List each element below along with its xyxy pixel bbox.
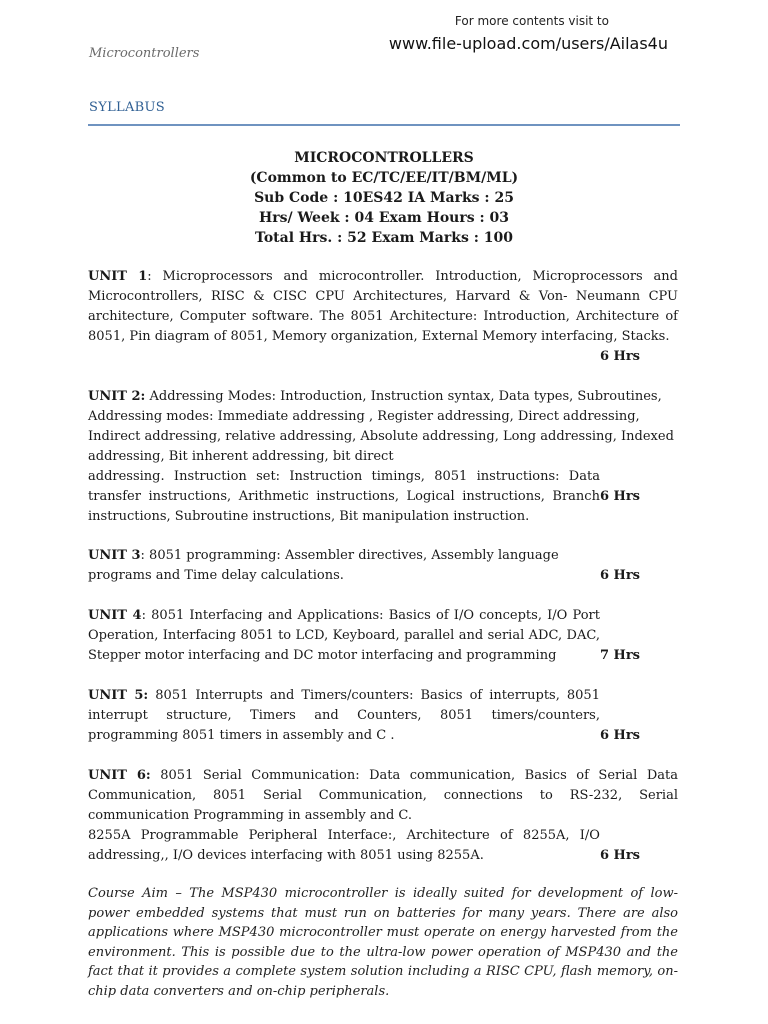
unit-hours: 6 Hrs bbox=[599, 568, 640, 583]
unit-label: UNIT 6: bbox=[88, 768, 151, 783]
unit-text: 8051 Serial Communication: Data communication, Basics of Serial Data Communication, 8051 Serial Communication, connections to RS-232, Serial communication Programming in assembly and C. bbox=[88, 768, 678, 823]
unit-1 bbox=[88, 267, 678, 367]
hrs-week: Hrs/ Week : 04 Exam Hours : 03 bbox=[258, 210, 510, 226]
unit-text: Addressing Modes: Introduction, Instruction syntax, Data types, Subroutines, Addressing modes: Immediate addressing , Register addressing, Direct addressing, Indirect addressing, relative addressing, Absolute addressing, Long addressing, Indexed addressing, Bit inherent addressing, bit direct bbox=[88, 389, 674, 464]
heading-rule bbox=[88, 124, 680, 126]
unit-label: UNIT 3 bbox=[88, 548, 141, 563]
unit-text-continued: 8255A Programmable Peripheral Interface:, Architecture of 8255A, I/O addressing,, I/O devices interfacing with 8051 using 8255A. bbox=[88, 828, 600, 863]
unit-label: UNIT 4 bbox=[88, 608, 142, 623]
unit-text-continued: addressing. Instruction set: Instruction timings, 8051 instructions: Data transfer instructions, Arithmetic instructions, Logical instructions, Branch instructions, Subroutine instructions, Bit manipulation instruction. bbox=[88, 469, 600, 524]
unit-text: : 8051 programming: Assembler directives, Assembly language programs and Time delay calculations. bbox=[88, 548, 559, 583]
sub-code: Sub Code : 10ES42 IA Marks : 25 bbox=[254, 190, 514, 206]
unit-3 bbox=[88, 546, 678, 586]
unit-4 bbox=[88, 606, 678, 666]
running-header: Microcontrollers bbox=[89, 46, 200, 61]
course-title: MICROCONTROLLERS bbox=[294, 150, 474, 166]
unit-hours: 6 Hrs bbox=[599, 349, 640, 364]
unit-text: 8051 Interrupts and Timers/counters: Basics of interrupts, 8051 interrupt structure, Timers and Counters, 8051 timers/counters, programming 8051 timers in assembly and C . bbox=[88, 688, 600, 743]
course-aim: Course Aim – The MSP430 microcontroller is ideally suited for development of low-power embedded systems that must run on batteries for many years. There are also applications where MSP430 microcontroller must operate on energy harvested from the environment. This is possible due to the ultra-low power operation of MSP430 and the fact that it provides a complete system solution including a RISC CPU, flash memory, on-chip data converters and on-chip peripherals. bbox=[88, 886, 678, 999]
watermark bbox=[389, 14, 668, 53]
unit-6 bbox=[88, 766, 678, 866]
unit-label: UNIT 1 bbox=[88, 269, 148, 284]
section-heading: SYLLABUS bbox=[89, 100, 165, 115]
unit-2 bbox=[88, 387, 678, 527]
watermark-url: www.file-upload.com/users/Ailas4u bbox=[388, 34, 668, 53]
unit-hours: 6 Hrs bbox=[599, 728, 640, 743]
unit-hours: 6 Hrs bbox=[599, 848, 640, 863]
common-to: (Common to EC/TC/EE/IT/BM/ML) bbox=[249, 170, 519, 186]
watermark-line-1: For more contents visit to bbox=[454, 14, 609, 28]
unit-hours: 6 Hrs bbox=[599, 489, 640, 504]
unit-5 bbox=[88, 686, 678, 746]
unit-label: UNIT 5: bbox=[88, 688, 149, 703]
unit-text: : Microprocessors and microcontroller. Introduction, Microprocessors and Microcontrollers, RISC & CISC CPU Architectures, Harvard & Von- Neumann CPU architecture, Computer software. The 8051 Architecture: Introduction, Architecture of 8051, Pin diagram of 8051, Memory organization, External Memory interfacing, Stacks. bbox=[88, 269, 679, 344]
unit-text: : 8051 Interfacing and Applications: Basics of I/O concepts, I/O Port Operation, Interfacing 8051 to LCD, Keyboard, parallel and serial ADC, DAC, Stepper motor interfacing and DC motor interfacing and programming bbox=[88, 608, 600, 663]
total-hrs: Total Hrs. : 52 Exam Marks : 100 bbox=[255, 230, 513, 246]
unit-hours: 7 Hrs bbox=[599, 648, 640, 663]
unit-label: UNIT 2: bbox=[88, 389, 146, 404]
title-block bbox=[88, 148, 680, 248]
